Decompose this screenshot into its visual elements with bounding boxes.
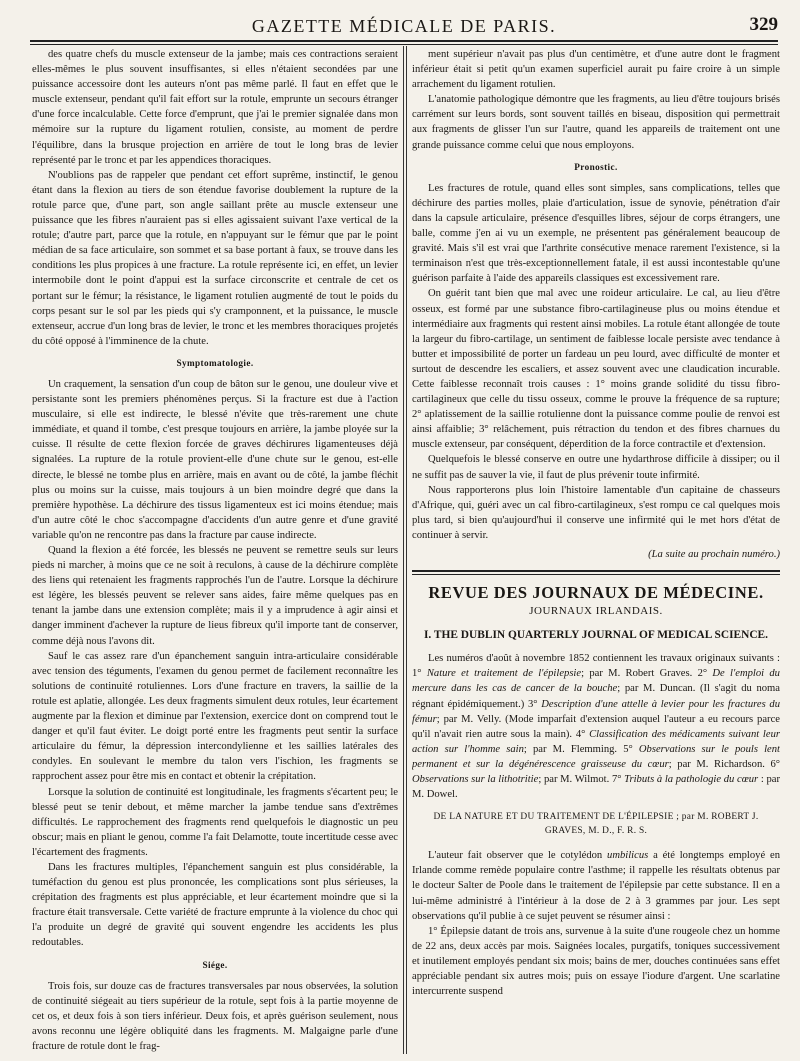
section-rule-thin [412, 574, 780, 575]
paragraph: Quelquefois le blessé conserve en outre une hydarthrose difficile à dissiper; ou il ne suffit pas de sauver la vie, il faut de plus prévenir toute infirmité. [412, 454, 780, 481]
right-column [412, 47, 780, 1055]
header-rule-thin [30, 44, 778, 45]
left-column [32, 47, 398, 1055]
paragraph: N'oublions pas de rappeler que pendant cet effort suprême, instinctif, le genou étant dans la flexion au tiers de son étendue favorise doublement la rupture de la rotule parce que, d'une part, son angle saillant prête au muscle extenseur une puissance que les fibres n'auraient pas si elles agissaient suivant l'axe vertical de la rotule; d'autre part, parce que la rotule, en n'appuyant sur le fémur que par le point médian de sa face articulaire, son sommet et sa base portant à faux, se trouve dans les conditions les plus propices à une fracture. La rotule représente ici, en effet, un levier intermobile dont le point d'appui est la surface circonscrite et centrale de cet os portant sur le fémur; la résistance, le ligament rotulien augmenté de tout le poids du corps pesant sur le sol par les pieds qui s'y cramponnent, et la puissance, le muscle extenseur, accrue d'un long bras de levier, le tronc et les membres thoraciques projetés du côté opposé à l'imminence de la chute. [32, 169, 398, 347]
paragraph: Lorsque la solution de continuité est longitudinale, les fragments s'écartent peu; le blessé peut se tenir debout, et même marcher la jambe tendue sans d'extrêmes difficultés. Le rapprochement des fragments rend quelquefois le diagnostic un peu obscur; mais en pliant le genou, comme l'a fait Delamotte, toute incertitude cesse avec l'écartement des fragments. [32, 786, 398, 858]
gazette-title: GAZETTE MÉDICALE DE PARIS. [251, 16, 557, 36]
continued-note: (La suite au prochain numéro.) [648, 549, 780, 560]
section-heading-symptomatologie: Symptomatologie. [176, 357, 254, 368]
section-heading-siege: Siége. [202, 959, 228, 970]
page-header [30, 10, 778, 40]
paragraph: L'anatomie pathologique démontre que les fragments, au lieu d'être toujours brisés carrément sur leurs bords, sont souvent taillés en biseau, disposition qui permettrait aux fragments de glisser l'un sur l'autre, quand les appareils de traitement ont une grande puissance comme celui que nous employons. [412, 94, 780, 151]
paragraph: On guérit tant bien que mal avec une roideur articulaire. Le cal, au lieu d'être osseux, est formé par une substance fibro-cartilagineuse plus ou moins étendue et intermédiaire aux fragments qui restent ainsi mobiles. La rotule étant allongée de toute la largeur du fibro-cartilage, un sentiment de faiblesse locale persiste avec tendance à butter et impossibilité de porter un fardeau un peu lourd, avec difficulté de monter et surtout de descendre les escaliers, et assez souvent avec une claudication incurable. Cette faiblesse reconnaît trois causes : 1° moins grande solidité du tissu fibro-cartilagineux que celle du tissu osseux, comme le prouve la fréquence de sa rupture; 2° aplatissement de la saillie rotulienne dont la puissance comme poulie de renvoi est ainsi affaiblie; 3° relâchement, puis rétraction du tendon et des fibres charnues du muscle extenseur, par conséquent, déperdition de la force contractile et d'extension. [412, 288, 780, 451]
paragraph: Dans les fractures multiples, l'épanchement sanguin est plus considérable, la tuméfaction du genou est plus prononcée, les complications sont plus sérieuses, la crépitation des fragments est plus appréciable, et leur écartement moindre que si la fracture était transversale. Cette variété de fracture emprunte à la violence du choc qui l'a produite un degré de gravité qui souvent engendre les accidents les plus redoutables. [32, 861, 398, 949]
paragraph: des quatre chefs du muscle extenseur de la jambe; mais ces contractions seraient elles-mêmes le plus souvent insuffisantes, si elles n'étaient secondées par une puissance accessoire dont les auteurs n'ont pas même parlé. Il faut en effet que le muscle extenseur, pendant qu'il fait effort sur la rotule, emprunte un secours étranger d'une force incalculable. Cette force d'emprunt, que j'ai le premier signalée dans mon mémoire sur la rupture du ligament rotulien, consiste, au moment de perdre l'équilibre, dans la brusque projection en arrière de tout le long bras de levier représenté par le tronc et par les appendices thoraciques. [32, 49, 398, 166]
header-rule [30, 40, 778, 42]
article-title: DE LA NATURE ET DU TRAITEMENT DE L'ÉPILEPSIE ; par M. ROBERT J. GRAVES, M. D., F. R. S. [433, 812, 759, 837]
section-heading-pronostic: Pronostic. [574, 161, 618, 172]
paragraph: Trois fois, sur douze cas de fractures transversales par nous observées, la solution de continuité siégeait au tiers supérieur de la rotule, sept fois à la partie moyenne de cet os, et deux fois à son tiers inférieur. Deux fois, et après guérison seulement, nous avons reconnu une légère obliquité dans les fragments. M. Malgaigne parle d'une fracture de rotule dont le frag- [32, 980, 398, 1052]
column-divider [403, 46, 404, 1054]
paragraph: Nous rapporterons plus loin l'histoire lamentable d'un capitaine de chasseurs d'Afrique, qui, guéri avec un cal fibro-cartilagineux, s'est rompu ce cal quelques mois plus tard, si bien qu'aujourd'hui il conserve une infirmité qui le met hors d'état de continuer à servir. [412, 484, 780, 541]
paragraph: L'auteur fait observer que le cotylédon umbilicus a été longtemps employé en Irlande comme remède populaire contre l'asthme; il rappelle les résultats obtenus par le docteur Salter de Poole dans le traitement de l'épilepsie par cette substance. Il en a lui-même administré à l'intérieur à la dose de 2 à 3 grammes par jour. Les sept observations qu'il publie à ce sujet peuvent se résumer ainsi : [412, 850, 780, 922]
paragraph: ment supérieur n'avait pas plus d'un centimètre, et d'une autre dont le fragment inférieur était si petit qu'un examen superficiel aurait pu faire croire à un simple arrachement du ligament rotulien. [412, 49, 780, 91]
section-rule [412, 570, 780, 572]
paragraph: Les fractures de rotule, quand elles sont simples, sans complications, telles que déchirure des parties molles, plaie d'articulation, issue de synovie, pénétration d'air dans la capsule articulaire, présence d'esquilles libres, séjour de corps étrangers, une balle, comme j'en ai vu un exemple, ne présentent pas généralement beaucoup de gravité. Mais s'il est vrai que l'arthrite consécutive menace rarement l'existence, si la terminaison n'est que très-exceptionnellement fatale, il est aussi incontestable qu'une guérison parfaite à l'aide des appareils classiques est excessivement rare. [412, 182, 780, 285]
paragraph: Un craquement, la sensation d'un coup de bâton sur le genou, une douleur vive et persistante sont les premiers phénomènes perçus. Si la fracture est due à l'action musculaire, si elle est indirecte, le blessé n'évite que très-rarement une chute immédiate, et quand il tombe, c'est presque toujours en arrière, la jambe ployée sur la cuisse. Il résulte de cette flexion forcée de graves déchirures ligamenteuses déjà signalées. La rupture de la rotule provient-elle d'une chute sur le genou, est-elle directe, le blessé ne tombe plus en arrière, mais en avant ou de côté, la jambe fléchit plus ou moins sur la cuisse, mais toujours à un bien moindre degré que dans la première hypothèse. La déchirure des tissus ligamenteux est ici moins étendue; mais d'un autre côté le choc s'accompagne d'accidents d'un autre genre et d'une gravité variable qu'on ne rencontre pas dans la fracture par cause indirecte. [32, 378, 398, 541]
journaux-subheading: JOURNAUX IRLANDAIS. [529, 605, 663, 618]
paragraph: Quand la flexion a été forcée, les blessés ne peuvent se remettre seuls sur leurs pieds ni marcher, à moins que ce ne soit à reculons, à cause de la déchirure complète des liens qui retenaient les fragments rapprochés l'un de l'autre. Lorsque la déchirure est légère, les blessés peuvent se relever sans aides, faire même quelques pas en tenant la jambe dans une extension complète; mais il y a imprudence à agir ainsi et danger imminent d'achever la rupture de lieus fibreux qu'il importe tant de conserver, comme déjà nous l'avons dit. [32, 545, 398, 647]
revue-heading: REVUE DES JOURNAUX DE MÉDECINE. [428, 583, 764, 603]
paragraph-contents-list: Les numéros d'août à novembre 1852 contiennent les travaux originaux suivants : 1° Nature et traitement de l'épilepsie; par M. Robert Graves. 2° De l'emploi du mercure dans les cas de cancer de la bouche; par M. Duncan. (Il s'agit du noma régnant épidémiquement.) 3° Description d'une attelle à levier pour les fractures du fémur; par M. Velly. (Mode imparfait d'extension auquel l'auteur a eu recours parce qu'il n'avait rien autre sous la main). 4° Classification des médicaments suivant leur action sur l'homme sain; par M. Flemming. 5° Observations sur le pouls lent permanent et sur la dégénérescence graisseuse du cœur; par M. Richardson. 6° Observations sur la lithotritie; par M. Wilmot. 7° Tributs à la pathologie du cœur : par M. Dowel. [412, 653, 780, 801]
paragraph: 1° Épilepsie datant de trois ans, survenue à la suite d'une rougeole chez un homme de 22 ans, deux accès par mois. Saignées locales, purgatifs, toniques successivement et inutilement employés pendant six mois; bains de mer, douches continuées sans effet appréciable pendant six autres mois; puis on essaye l'iodure d'argent. Une scarlatine intercurrente suspend [412, 925, 780, 998]
dublin-journal-heading: I. THE DUBLIN QUARTERLY JOURNAL OF MEDICAL SCIENCE. [423, 629, 769, 642]
paragraph: Sauf le cas assez rare d'un épanchement sanguin intra-articulaire considérable avec tension des téguments, l'examen du genou permet de facilement reconnaître les solutions de continuité rotuliennes. Lors d'une fracture en travers, la saillie de la rotule est aplatie, allongée. Les deux fragments simulent deux rotules, leur écartement augmente par la flexion et diminue par l'extension, exercice dont on comprend tout le danger et qu'il faut éviter. Le doigt porté entre les fragments peut sentir la surface articulaire du fémur, la dépression intercondylienne et les saillies latérales des condyles. En soulevant le membre du talon vers l'ischion, les fragments se rapprochent assez pour être mis en contact et obtenir la crépitation. [32, 650, 398, 783]
column-divider-thin [406, 46, 407, 1054]
page-number: 329 [749, 14, 778, 35]
